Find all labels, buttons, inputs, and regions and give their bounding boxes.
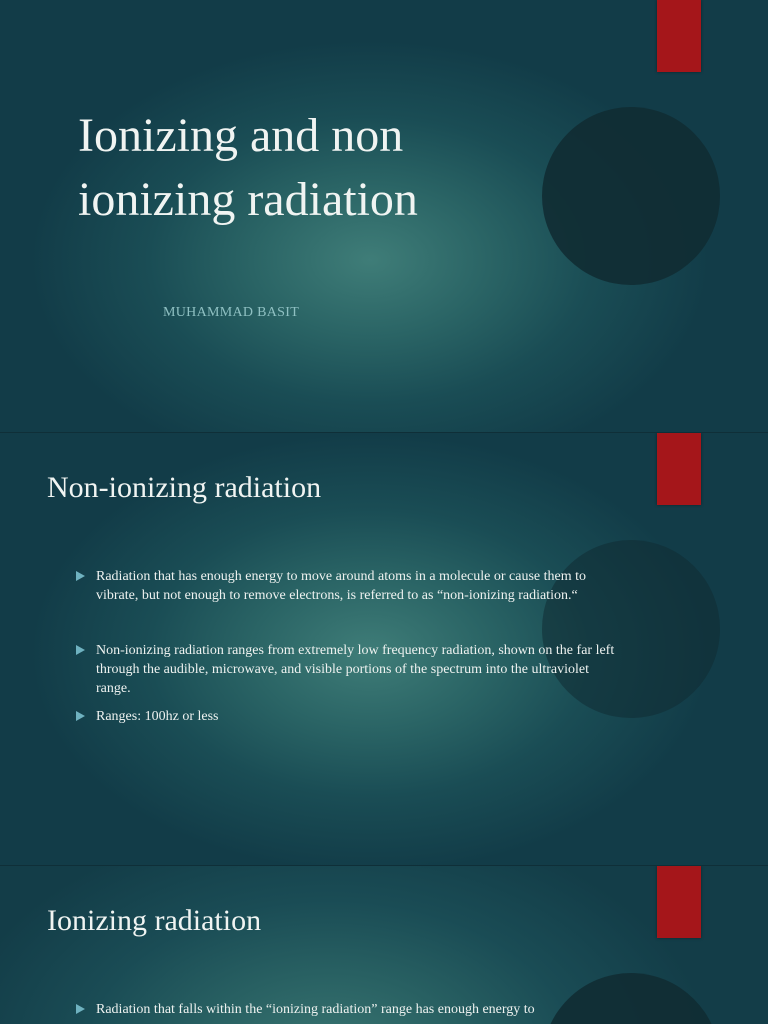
red-accent-bar <box>657 0 701 72</box>
list-item <box>76 1000 636 1019</box>
author-name: MUHAMMAD BASIT <box>163 305 300 320</box>
bullet-text: Radiation that falls within the “ionizing radiation” range has enough energy to <box>96 1002 535 1017</box>
red-accent-bar <box>657 866 701 938</box>
triangle-right-icon <box>76 571 85 581</box>
list-item <box>76 707 616 726</box>
presentation-title: Ionizing and non ionizing radiation <box>78 109 418 226</box>
triangle-right-icon <box>76 645 85 655</box>
list-item <box>76 567 616 605</box>
decorative-circle <box>542 107 720 285</box>
bullet-text: Radiation that has enough energy to move around atoms in a molecule or cause them to vibrate, but not enough to remove electrons, is referred to as “non-ionizing radiation.“ <box>96 569 586 603</box>
bullet-text: Ranges: 100hz or less <box>96 709 219 724</box>
slide-heading: Ionizing radiation <box>47 904 262 937</box>
bullet-list <box>76 567 616 726</box>
red-accent-bar <box>657 433 701 505</box>
bullet-list <box>76 1000 636 1019</box>
slide-heading: Non-ionizing radiation <box>47 471 322 504</box>
triangle-right-icon <box>76 711 85 721</box>
bullet-text: Non-ionizing radiation ranges from extremely low frequency radiation, shown on the far left through the audible, microwave, and visible portions of the spectrum into the ultraviolet range. <box>96 643 615 696</box>
slide-title <box>0 0 768 432</box>
triangle-right-icon <box>76 1004 85 1014</box>
slide-non-ionizing <box>0 433 768 865</box>
list-item <box>76 641 616 698</box>
slide-ionizing <box>0 866 768 1024</box>
